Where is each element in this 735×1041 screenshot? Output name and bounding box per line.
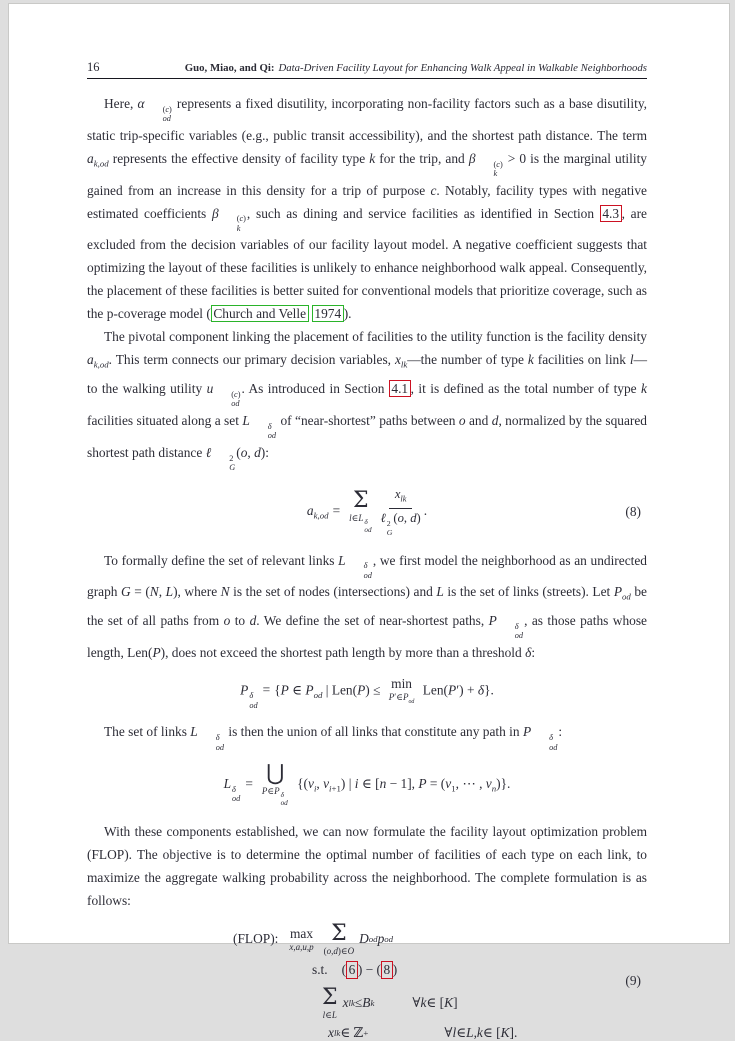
equation-9-label: (9) — [625, 973, 641, 989]
citation-year-1974-link[interactable]: 1974 — [312, 305, 344, 322]
equation-links-union-body: L δ od = ⋃ P∈P δ od {($v_i$, $v_{i+1}$) | i ∈ [n − 1], $P = (v_1$, ⋯ , $v_n$)}. — [223, 761, 511, 808]
running-title-text: Data-Driven Facility Layout for Enhancing Walk Appeal in Walkable Neighborhoods — [278, 62, 647, 74]
equation-9-flop — [87, 922, 647, 1041]
running-title — [185, 62, 647, 74]
equation-8-label: (8) — [625, 503, 641, 519]
equation-8 — [87, 487, 647, 537]
eq-6-ref-link[interactable]: 6 — [346, 961, 358, 979]
equation-near-shortest-body: P δ od = {P ∈ $P_{od}$ | Len(P) ≤ min $P'\in P_{od}$ Len(P′) + δ}. — [240, 675, 494, 710]
eq-8-ref-link[interactable]: 8 — [381, 961, 393, 979]
paragraph-formal-definition: To formally define the set of relevant links L δ od , we first model the neighborhood as an undirected graph G = (N, L), where N is the set of nodes (intersections) and L is the set of links (streets). Let $P_{od}$ be the set of all paths from o to d. We define the set of near-shortest paths, P δ od , as those paths whose length, Len(P), does not exceed the shortest path length by more than a threshold δ: — [87, 552, 648, 660]
paragraph-pivotal-component: The pivotal component linking the placement of facilities to the utility function is the facility density $a_{k,od}$. This term connects our primary decision variables, $x_{lk}—the$ number of type k facilities on link l—to the walking utility u (c) od . As introduced in Section 4.1 , it is defined as the total number of type k facilities situated along a set L δ od of “near-shortest” paths between o and d, normalized by the squared shortest path distance ℓ 2 G (o, d): — [87, 329, 648, 473]
flop-formulation-block — [233, 922, 517, 1041]
paragraph-disutility: Here, α (c) od represents a fixed disutility, incorporating non-facility factors such as a base disutility, static trip-specific variables (e.g., public transit accessibility), and the shortest path distance. The term $a_{k,od}$ represents the effective density of facility type k for the trip, and β (c) k > 0 is the marginal utility gained from an increase in this density for a trip of purpose c. Notably, facility types with negative estimated coefficients β (c) k , such as dining and service facilities as identified in Section 4.3 , are excluded from the decision variables of our facility layout model. A negative coefficient suggests that optimizing the layout of these facilities is unlikely to enhance neighborhood walk appeal. Consequently, the placement of these facilities is better suited for conventional models that prioritize coverage, such as the p-coverage model ( Church and Velle 1974 ). — [87, 96, 648, 322]
page-content — [9, 4, 729, 1041]
page-number: 16 — [87, 60, 100, 74]
citation-church-and-velle-link[interactable]: Church and Velle — [211, 305, 309, 322]
equation-8-body: $a_{k,od}$ = Σ l∈L δ od $x_{lk}$ ℓ 2 G (o, d) . — [306, 486, 428, 537]
flop-budget-constraint-row: Σ l∈L x lk ≤ B k ∀ k ∈ [ K ] — [322, 984, 458, 1020]
section-4-1-link[interactable]: 4.1 — [389, 380, 411, 397]
flop-integrality-constraint-row: x lk ∈ ℤ + ∀ l ∈ L , k ∈ [ K ]. — [328, 1024, 518, 1040]
paragraph-set-of-links: The set of links L δ od is then the union of all links that constitute any path in P δ od : — [104, 724, 563, 752]
running-title-authors: Guo, Miao, and Qi: — [184, 62, 275, 74]
section-4-3-link[interactable]: 4.3 — [600, 205, 622, 222]
flop-objective-row: (FLOP): max x,a,u,p Σ (o,d)∈O D od p od — [233, 920, 394, 956]
equation-links-union — [87, 762, 647, 807]
equation-near-shortest-paths — [87, 676, 647, 710]
running-header — [87, 60, 647, 79]
pdf-page — [8, 3, 730, 1040]
flop-subject-to-row: s.t. ( 6 ) − ( 8 ) — [312, 961, 398, 977]
paragraph-flop-intro: With these components established, we can now formulate the facility layout optimization problem (FLOP). The objective is to determine the optimal number of facilities of each type on each link, to maximize the aggregate walking probability across the neighborhood. The complete formulation is as follows: — [87, 823, 647, 908]
